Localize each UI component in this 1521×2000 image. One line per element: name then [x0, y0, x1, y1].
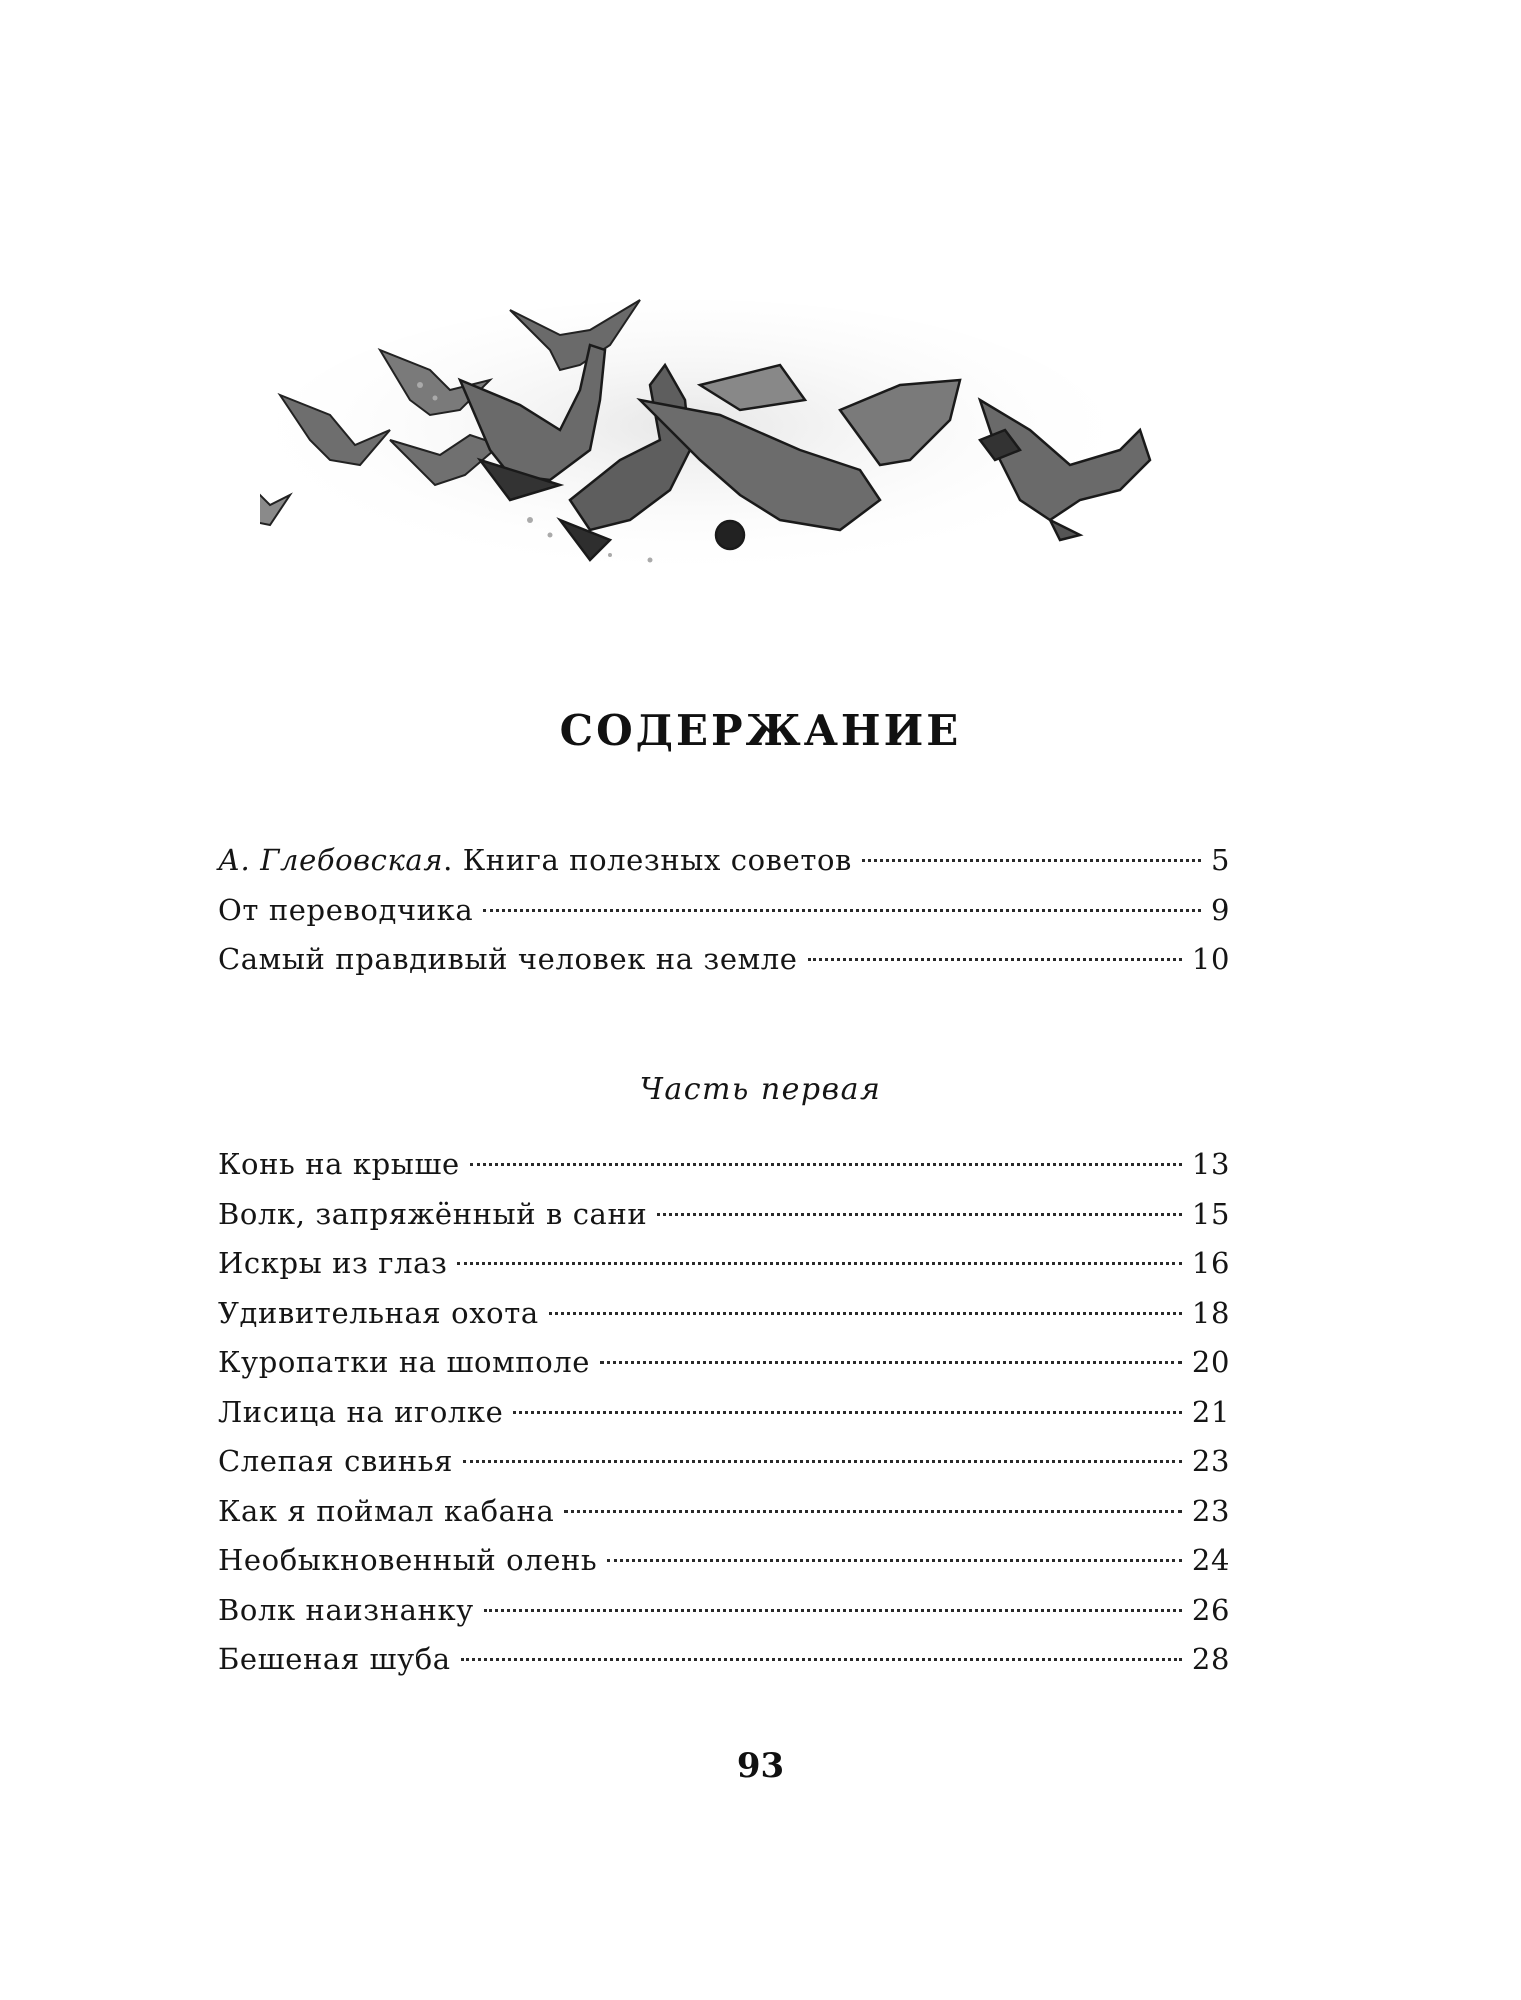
section-heading-part-one: Часть первая — [639, 1072, 882, 1107]
toc-entry-title: А. Глебовская. Книга полезных советов — [218, 843, 852, 877]
toc-entry-page: 10 — [1191, 942, 1230, 976]
toc-entry[interactable] — [218, 1635, 1230, 1685]
dot-leader — [657, 1213, 1182, 1216]
toc-part-one-list — [218, 1140, 1230, 1685]
toc-entry-author: А. Глебовская — [218, 843, 444, 877]
dot-leader — [463, 1460, 1182, 1463]
toc-entry-title: Куропатки на шомполе — [218, 1345, 591, 1379]
toc-entry-title: Как я поймал кабана — [218, 1493, 555, 1528]
dot-leader — [808, 958, 1182, 961]
toc-entry-page: 23 — [1191, 1493, 1230, 1528]
toc-entry-title: Волк наизнанку — [218, 1592, 474, 1627]
toc-entry-page: 26 — [1191, 1592, 1230, 1627]
toc-entry[interactable] — [218, 1487, 1230, 1537]
toc-entry-page: 21 — [1191, 1394, 1230, 1429]
toc-entry[interactable] — [218, 1239, 1230, 1289]
dot-leader — [461, 1658, 1182, 1661]
toc-entry[interactable] — [218, 1338, 1230, 1388]
toc-entry-page: 20 — [1191, 1345, 1230, 1379]
dot-leader — [600, 1361, 1182, 1364]
toc-entry-page: 28 — [1191, 1642, 1230, 1676]
toc-entry[interactable] — [218, 1536, 1230, 1586]
toc-entry-page: 23 — [1191, 1444, 1230, 1478]
toc-entry-title: Искры из глаз — [218, 1246, 448, 1280]
dot-leader — [862, 859, 1201, 862]
dot-leader — [607, 1559, 1182, 1562]
toc-title: СОДЕРЖАНИЕ — [559, 706, 962, 755]
dot-leader — [549, 1312, 1182, 1315]
dot-leader — [484, 1609, 1182, 1612]
dot-leader — [564, 1510, 1182, 1513]
toc-entry[interactable] — [218, 935, 1230, 985]
flying-ducks-illustration — [260, 290, 1220, 650]
toc-entry-page: 16 — [1191, 1246, 1230, 1280]
toc-entry-title: От переводчика — [218, 892, 474, 927]
dot-leader — [513, 1411, 1182, 1414]
toc-intro-list — [218, 836, 1230, 985]
page-number: 93 — [736, 1746, 785, 1786]
toc-entry-title: Самый правдивый человек на земле — [218, 942, 798, 976]
toc-entry-page: 18 — [1191, 1295, 1230, 1330]
toc-entry[interactable] — [218, 886, 1230, 936]
toc-entry[interactable] — [218, 1140, 1230, 1190]
toc-entry-title: Конь на крыше — [218, 1147, 460, 1181]
toc-entry[interactable] — [218, 1289, 1230, 1339]
toc-entry-title: Бешеная шуба — [218, 1642, 451, 1676]
toc-entry[interactable] — [218, 1388, 1230, 1438]
dot-leader — [483, 909, 1201, 912]
toc-entry-title: Волк, запряжённый в сани — [218, 1196, 648, 1231]
toc-entry[interactable] — [218, 1586, 1230, 1636]
toc-entry-title: Удивительная охота — [218, 1295, 539, 1330]
dot-leader — [470, 1163, 1182, 1166]
toc-entry-page: 15 — [1191, 1196, 1230, 1231]
toc-entry[interactable] — [218, 1190, 1230, 1240]
toc-entry-page: 5 — [1210, 843, 1230, 877]
toc-entry-title: Лисица на иголке — [218, 1394, 504, 1429]
toc-entry[interactable] — [218, 1437, 1230, 1487]
toc-entry-title: Необыкновенный олень — [218, 1543, 598, 1577]
toc-entry-page: 24 — [1191, 1543, 1230, 1577]
toc-entry-page: 9 — [1210, 892, 1230, 927]
dot-leader — [457, 1262, 1181, 1265]
toc-entry-page: 13 — [1191, 1147, 1230, 1181]
toc-entry[interactable] — [218, 836, 1230, 886]
bird-icon — [260, 470, 290, 525]
toc-entry-title: Слепая свинья — [218, 1444, 454, 1478]
